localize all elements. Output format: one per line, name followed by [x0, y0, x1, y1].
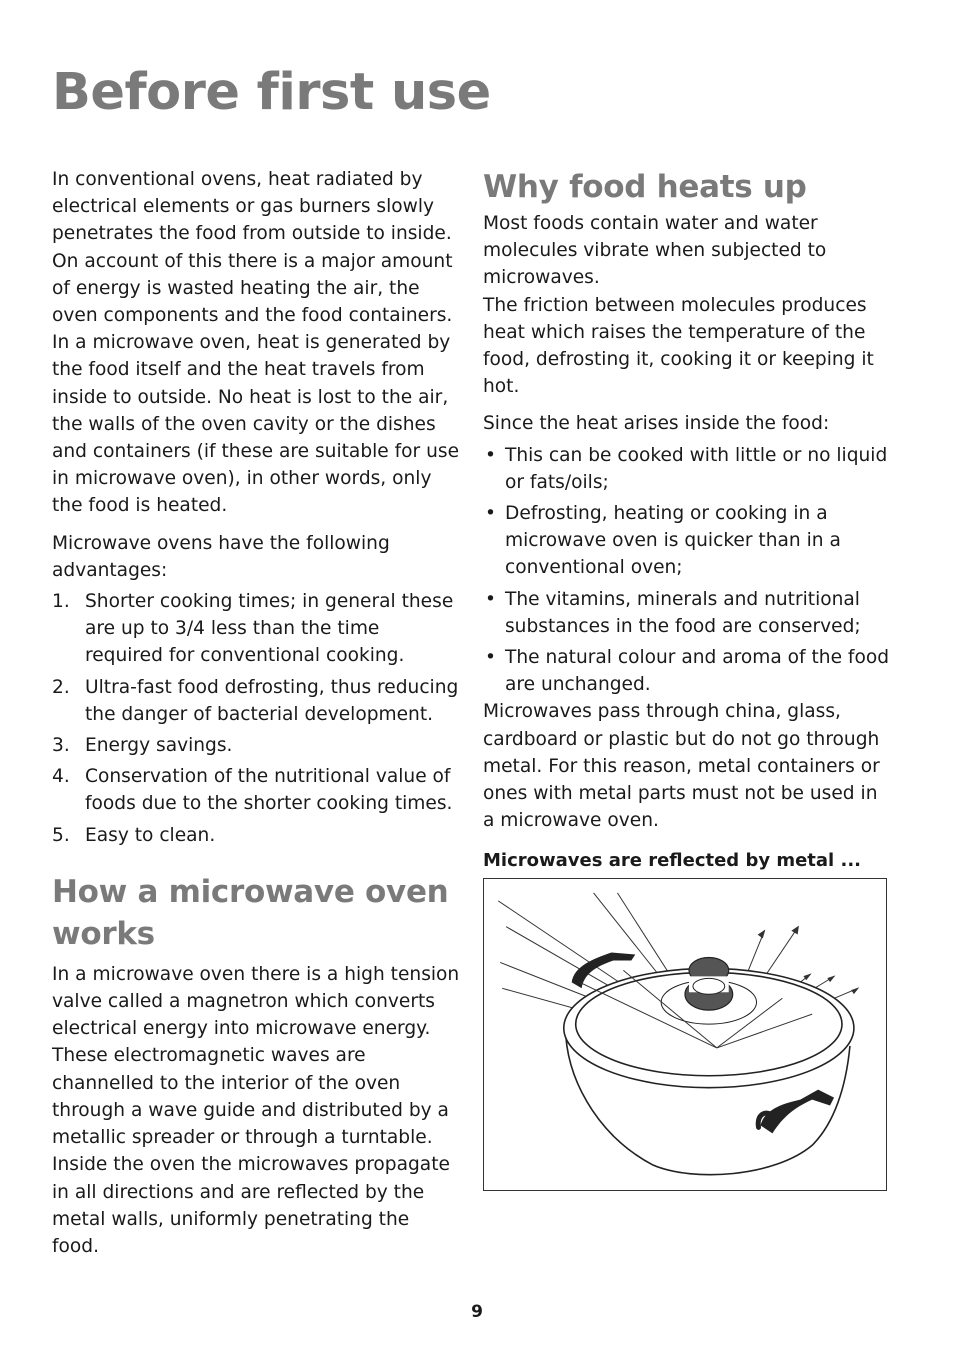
reflection-illustration — [483, 878, 887, 1191]
why-paragraph-1: Most foods contain water and water molecules vibrate when subjected to microwaves. — [483, 213, 827, 289]
page-number: 9 — [471, 1302, 483, 1322]
list-item — [483, 586, 893, 640]
bullet: • — [485, 444, 496, 466]
pass-through-paragraph: Microwaves pass through china, glass, cardboard or plastic but do not go through metal. For this reason, metal containers or ones with metal parts must not be used in a microwave oven. — [483, 701, 880, 832]
bullet: • — [485, 647, 496, 669]
list-item-text: This can be cooked with little or no liquid or fats/oils; — [505, 444, 888, 493]
covered-pot-illustration — [484, 879, 886, 1190]
page-title: Before first use — [52, 63, 491, 122]
since-heading: Since the heat arises inside the food: — [483, 413, 830, 435]
how-paragraph-1: In a microwave oven there is a high tension valve called a magnetron which converts electrical energy into microwave energy. These electromagnetic waves are channelled to the interior of the oven through a wave guide and distributed by a metallic spreader or through a turntable. — [52, 963, 460, 1149]
list-item-text: The natural colour and aroma of the food are unchanged. — [505, 647, 890, 696]
list-item — [52, 763, 462, 817]
figure-caption: Microwaves are reflected by metal ... — [483, 850, 862, 872]
list-item-text: Shorter cooking times; in general these are up to 3/4 less than the time required for conventional cooking. — [85, 591, 454, 667]
advantages-list — [52, 588, 462, 849]
list-item-text: Defrosting, heating or cooking in a microwave oven is quicker than in a conventional oven; — [505, 503, 841, 579]
why-paragraph-2: The friction between molecules produces heat which raises the temperature of the food, defrosting it, cooking it or keeping it hot. — [483, 294, 874, 398]
advantages-heading: Microwave ovens have the following advantages: — [52, 532, 390, 581]
bullet: • — [485, 503, 496, 525]
list-number: 5. — [52, 824, 70, 846]
list-item — [52, 588, 462, 670]
section-heading-why: Why food heats up — [483, 169, 807, 205]
intro-paragraph-1: In conventional ovens, heat radiated by electrical elements or gas burners slowly penetrates the food from outside to inside. On account of this there is a major amount of energy is wasted heating the air, the oven components and the food containers. — [52, 169, 453, 327]
list-item-text: The vitamins, minerals and nutritional substances in the food are conserved; — [505, 588, 861, 637]
how-paragraph-2: Inside the oven the microwaves propagate in all directions and are reflected by the metal walls, uniformly penetrating the food. — [52, 1154, 450, 1257]
list-item — [52, 674, 462, 728]
list-item — [483, 442, 893, 496]
list-number: 2. — [52, 676, 70, 698]
list-item — [52, 822, 462, 849]
list-item-text: Energy savings. — [85, 735, 233, 757]
section-heading-how: How a microwave oven works — [52, 873, 449, 952]
list-item-text: Ultra-fast food defrosting, thus reducing the danger of bacterial development. — [85, 676, 459, 725]
list-number: 1. — [52, 591, 70, 613]
list-item-text: Conservation of the nutritional value of foods due to the shorter cooking times. — [85, 766, 453, 815]
benefits-list — [483, 442, 893, 699]
list-number: 4. — [52, 766, 70, 788]
list-item — [483, 500, 893, 582]
list-number: 3. — [52, 735, 70, 757]
list-item-text: Easy to clean. — [85, 824, 216, 846]
left-column — [52, 166, 462, 1260]
intro-paragraph-2: In a microwave oven, heat is generated by the food itself and the heat travels from inside to outside. No heat is lost to the air, the walls of the oven cavity or the dishes and containers (if these are suitable for use in microwave oven), in other words, only the food is heated. — [52, 332, 460, 517]
right-column — [483, 166, 893, 1191]
list-item — [52, 732, 462, 759]
bullet: • — [485, 588, 496, 610]
list-item — [483, 644, 893, 698]
